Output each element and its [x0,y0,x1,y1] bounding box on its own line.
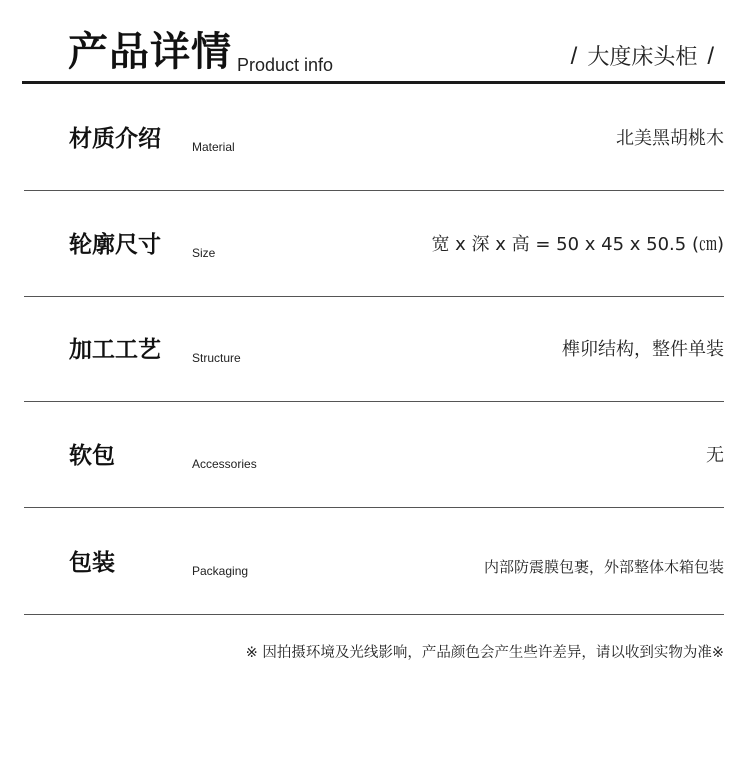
spec-value: 宽 x 深 x 高 = 50 x 45 x 50.5 (㎝) [431,234,724,255]
spec-label-cn: 轮廓尺寸 [69,231,161,258]
row-divider [24,190,724,191]
page-subtitle: Product info [237,55,334,75]
disclaimer-note: ※ 因拍摄环境及光线影响，产品颜色会产生些许差异，请以收到实物为准※ [245,645,724,661]
spec-row-size [24,192,724,297]
spec-label-en: Structure [192,351,241,365]
product-name-group [561,42,724,73]
header-divider [22,81,725,84]
spec-label-en: Packaging [192,564,249,578]
page-title: 产品详情 [68,28,232,75]
spec-label-cn: 软包 [69,442,115,469]
spec-value: 内部防震膜包裹，外部整体木箱包装 [483,558,724,576]
spec-row-accessories [24,403,724,508]
spec-label-en: Size [192,246,216,260]
left-slash: / [570,43,578,70]
spec-value: 榫卯结构，整件单装 [562,339,724,360]
spec-label-cn: 加工工艺 [69,336,161,363]
spec-label-cn: 包装 [69,549,115,576]
spec-label-cn: 材质介绍 [69,125,161,152]
page-header [0,0,750,86]
spec-row-material [24,86,724,191]
spec-label-en: Accessories [192,457,257,471]
spec-value: 北美黑胡桃木 [616,128,724,149]
row-divider [24,401,724,402]
product-name: 大度床头柜 [587,45,698,70]
row-divider [24,507,724,508]
spec-row-structure [24,297,724,402]
right-slash: / [707,43,714,70]
spec-label-en: Material [192,140,235,154]
spec-row-packaging [24,510,724,615]
spec-value: 无 [706,445,724,466]
row-divider [24,614,724,615]
